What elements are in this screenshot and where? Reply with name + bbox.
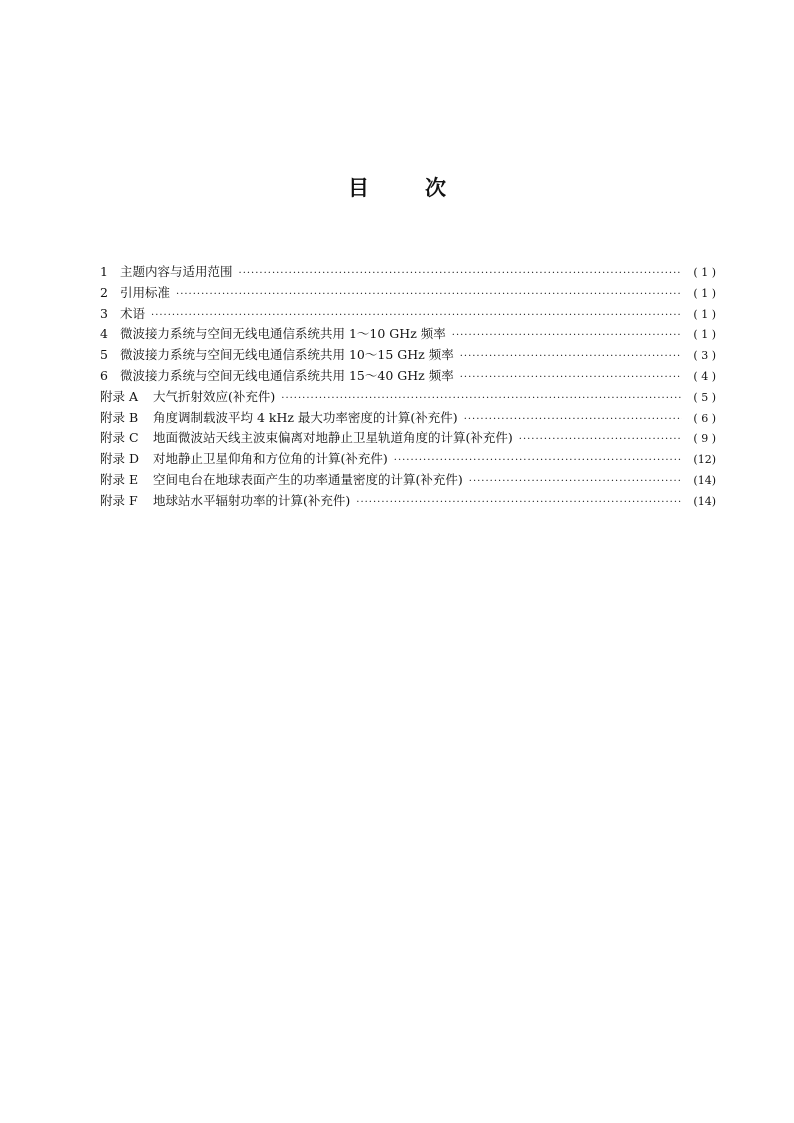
- toc-entry-title: 引用标准: [120, 284, 171, 300]
- toc-entry-number: 附录 A: [100, 388, 139, 404]
- toc-entry-title: 微波接力系统与空间无线电通信系统共用 10～15 GHz 频率: [120, 347, 454, 363]
- toc-entry-page: ( 9 ): [693, 432, 716, 446]
- toc-entry-page: ( 3 ): [693, 349, 716, 363]
- toc-entry-title: 微波接力系统与空间无线电通信系统共用 15～40 GHz 频率: [120, 367, 454, 383]
- toc-entry-number: 附录 C: [100, 430, 139, 446]
- toc-entry-2[interactable]: [100, 283, 716, 304]
- toc-entry-page: ( 4 ): [693, 369, 716, 383]
- toc-entry-page: (14): [693, 473, 716, 487]
- toc-entry-number: 附录 F: [100, 492, 138, 508]
- toc-entry-appendix-b[interactable]: [100, 408, 716, 429]
- toc-entry-appendix-d[interactable]: [100, 449, 716, 470]
- toc-entry-3[interactable]: [100, 304, 716, 325]
- toc-entry-title: 地面微波站天线主波束偏离对地静止卫星轨道角度的计算(补充件): [153, 430, 513, 446]
- toc-entry-appendix-e[interactable]: [100, 470, 716, 491]
- toc-entry-number: 附录 E: [100, 471, 139, 487]
- toc-entry-number: 4: [100, 326, 108, 342]
- toc-leader-dots: [394, 451, 682, 472]
- toc-entry-page: (12): [693, 453, 716, 467]
- toc-entry-page: ( 1 ): [693, 286, 716, 300]
- toc-entry-1[interactable]: [100, 262, 716, 283]
- toc-entry-number: 1: [100, 264, 108, 279]
- toc-leader-dots: [239, 264, 682, 285]
- toc-leader-dots: [460, 347, 682, 368]
- toc-leader-dots: [176, 285, 682, 306]
- toc-leader-dots: [519, 430, 682, 451]
- toc-entry-title: 对地静止卫星仰角和方位角的计算(补充件): [153, 451, 388, 467]
- toc-entry-title: 术语: [120, 305, 146, 321]
- toc-entry-number: 2: [100, 284, 108, 300]
- toc-entry-title: 微波接力系统与空间无线电通信系统共用 1～10 GHz 频率: [120, 326, 446, 342]
- toc-leader-dots: [464, 410, 682, 431]
- toc-entry-title: 地球站水平辐射功率的计算(补充件): [153, 492, 351, 508]
- toc-entry-title: 空间电台在地球表面产生的功率通量密度的计算(补充件): [153, 471, 463, 487]
- title-char-2: 次: [425, 176, 446, 200]
- toc-leader-dots: [356, 493, 682, 514]
- toc-entry-appendix-c[interactable]: [100, 428, 716, 449]
- toc-leader-dots: [151, 306, 682, 327]
- toc-entry-title: 大气折射效应(补充件): [153, 388, 276, 404]
- toc-entry-number: 5: [100, 347, 108, 363]
- toc-entry-page: ( 1 ): [693, 266, 716, 279]
- toc-entry-title: 角度调制载波平均 4 kHz 最大功率密度的计算(补充件): [153, 409, 458, 425]
- toc-entry-page: ( 6 ): [693, 411, 716, 425]
- toc-entry-appendix-f[interactable]: [100, 491, 716, 512]
- toc-entry-appendix-a[interactable]: [100, 387, 716, 408]
- page-title: [0, 172, 794, 202]
- toc-entry-number: 附录 D: [100, 451, 139, 467]
- toc-entry-page: ( 1 ): [693, 328, 716, 342]
- toc-entry-4[interactable]: [100, 324, 716, 345]
- toc-entry-title: 主题内容与适用范围: [120, 264, 233, 279]
- toc-entry-6[interactable]: [100, 366, 716, 387]
- table-of-contents: [100, 262, 716, 512]
- toc-leader-dots: [460, 368, 682, 389]
- toc-entry-5[interactable]: [100, 345, 716, 366]
- title-char-1: 目: [348, 176, 369, 200]
- toc-entry-page: ( 5 ): [693, 390, 716, 404]
- toc-entry-page: ( 1 ): [693, 307, 716, 321]
- toc-leader-dots: [469, 472, 682, 493]
- toc-leader-dots: [281, 389, 682, 410]
- toc-entry-page: (14): [693, 494, 716, 508]
- toc-entry-number: 附录 B: [100, 409, 139, 425]
- toc-entry-number: 3: [100, 305, 108, 321]
- toc-leader-dots: [452, 326, 682, 347]
- toc-entry-number: 6: [100, 367, 108, 383]
